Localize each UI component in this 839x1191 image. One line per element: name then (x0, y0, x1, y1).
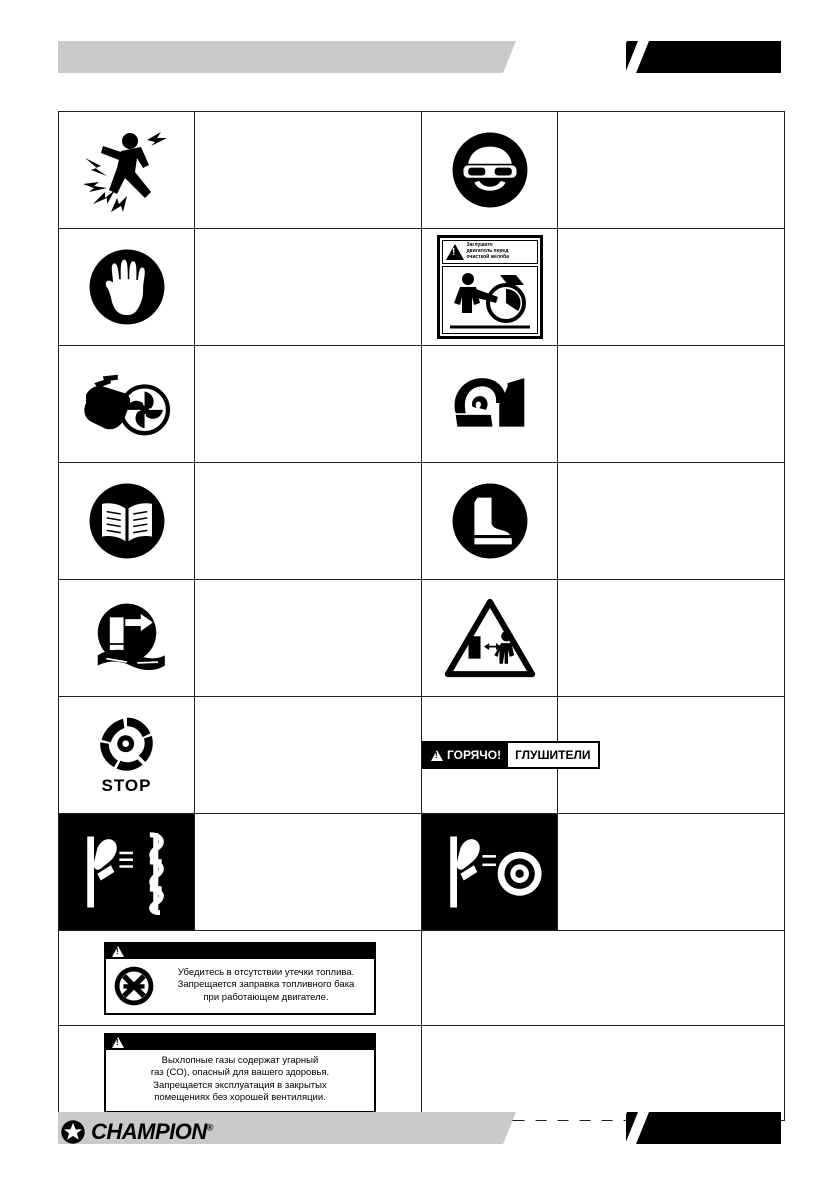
table-row (59, 697, 785, 814)
footer-stripe-1 (515, 1112, 539, 1144)
table-row (59, 814, 785, 931)
read-instructions-before-use-icon (84, 595, 170, 681)
footer-slant-grey (363, 1112, 516, 1144)
cell-hot-muffler (422, 697, 591, 814)
cell-eye-protection (422, 112, 558, 229)
fuel-decal-header (106, 944, 374, 959)
keep-safe-distance-warning-icon (442, 595, 538, 681)
header-stripe-1 (515, 41, 539, 73)
cell-keep-distance (422, 580, 558, 697)
footer-stripe-2 (537, 1112, 561, 1144)
header-stripe-4 (581, 41, 605, 73)
cell-wear-gloves (59, 229, 195, 346)
table-row (59, 112, 785, 229)
header-stripe-2 (537, 41, 561, 73)
co-line-1: Выхлопные газы содержат угарный (161, 1054, 319, 1066)
cell-text-read-manual (195, 463, 422, 580)
cell-text-fuel-decal (422, 931, 785, 1026)
cell-fuel-decal (59, 931, 422, 1026)
cell-hand-fan-hazard (59, 346, 195, 463)
person-clearing-chute-icon (446, 267, 534, 331)
no-hands-in-chute-rotating-augers-icon (72, 829, 182, 915)
cell-stop-blade (59, 697, 195, 814)
champion-brand-text (91, 1119, 213, 1145)
decal-heading-line1: Заглушите (466, 242, 493, 249)
header-stripe-5 (603, 41, 627, 73)
table-row (59, 229, 785, 346)
cell-text-read-instructions (195, 580, 422, 697)
table-row (59, 346, 785, 463)
co-decal-header (106, 1035, 374, 1050)
hot-muffler-decal (422, 741, 600, 769)
header-stripe-3 (559, 41, 583, 73)
header-grey-block (58, 41, 388, 73)
cell-read-manual (59, 463, 195, 580)
champion-logo-mark (60, 1119, 86, 1145)
hand-rotating-fan-hazard-icon (81, 365, 173, 443)
cell-text-stop-blade (195, 697, 422, 814)
cell-text-wear-gloves (195, 229, 422, 346)
cell-text-eye-protection (558, 112, 785, 229)
cell-stop-engine-decal (422, 229, 558, 346)
decal-heading-line2: двигатель перед (466, 248, 509, 255)
co-line-2: газ (CO), опасный для вашего здоровья. (150, 1067, 330, 1079)
cell-electric-shock (59, 112, 195, 229)
champion-emblem-icon (60, 1119, 86, 1145)
brand-name: CHAMPION (91, 1119, 207, 1144)
co-line-3: Запрещается эксплуатация в закрытых (153, 1079, 327, 1091)
table-row (59, 463, 785, 580)
pictogram-table (58, 111, 785, 1121)
fuel-line-1: Убедитесь в отсутствии утечки топлива. (177, 966, 355, 978)
warning-triangle-icon (112, 946, 124, 957)
cell-safety-boots (422, 463, 558, 580)
warning-triangle-icon (112, 1037, 124, 1048)
fuel-warning-decal (104, 942, 376, 1015)
cell-text-foot-cut (558, 346, 785, 463)
cell-text-no-hands-augers (195, 814, 422, 931)
hot-decal-right (508, 743, 597, 767)
header-decoration-bar (58, 41, 781, 73)
table-row (59, 931, 785, 1026)
decal-heading-panel (442, 240, 538, 263)
wear-eye-protection-icon (451, 131, 529, 209)
brand-registered-mark: ® (206, 1122, 213, 1133)
cell-text-keep-distance (558, 580, 785, 697)
carbon-monoxide-warning-decal (104, 1033, 376, 1113)
co-line-4: помещениях без хорошей вентиляции. (154, 1091, 326, 1103)
hot-label: ГОРЯЧО! (447, 748, 502, 762)
hot-decal-left (424, 743, 508, 767)
warning-triangle-icon (431, 750, 443, 761)
stop-rotating-blade-icon (94, 715, 160, 775)
fuel-line-3: при работающем двигателе. (203, 991, 329, 1003)
fuel-decal-row (106, 959, 374, 1013)
cell-text-electric-shock (195, 112, 422, 229)
electric-shock-hazard-icon (77, 120, 177, 220)
fuel-decal-text (164, 967, 368, 1004)
decal-pictogram-panel (442, 266, 538, 334)
stop-engine-before-cleaning-decal (437, 235, 543, 338)
wear-safety-boots-icon (451, 482, 529, 560)
footer-stripe-3 (559, 1112, 583, 1144)
muffler-label: ГЛУШИТЕЛИ (515, 748, 591, 762)
cell-read-instructions (59, 580, 195, 697)
cell-text-safety-boots (558, 463, 785, 580)
cell-co-decal (59, 1026, 422, 1121)
table-row (59, 580, 785, 697)
cell-text-no-hands-impeller (558, 814, 785, 931)
stop-label: STOP (101, 775, 152, 795)
footer-stripe-4 (581, 1112, 605, 1144)
footer-stripe-5 (603, 1112, 627, 1144)
cell-no-hands-impeller (422, 814, 558, 931)
decal-heading-line3: очисткой желоба (466, 253, 509, 260)
cell-foot-cut-hazard (422, 346, 558, 463)
fuel-line-2: Запрещается заправка топливного бака (177, 979, 355, 991)
no-hands-in-chute-impeller-icon (435, 829, 545, 915)
table-row (59, 1026, 785, 1121)
decal-heading-text (467, 243, 509, 260)
no-smoking-no-open-flame-icon (112, 964, 156, 1008)
champion-logo (60, 1119, 213, 1145)
cell-text-co-decal (422, 1026, 785, 1121)
foot-cutting-hazard-icon (444, 365, 536, 443)
warning-triangle-icon (446, 244, 464, 260)
cell-text-stop-engine (558, 229, 785, 346)
wear-gloves-icon (88, 248, 166, 326)
co-decal-text (106, 1050, 374, 1111)
header-slant-grey (363, 41, 516, 73)
cell-no-hands-augers (59, 814, 195, 931)
cell-text-hand-fan (195, 346, 422, 463)
read-manual-icon (88, 482, 166, 560)
